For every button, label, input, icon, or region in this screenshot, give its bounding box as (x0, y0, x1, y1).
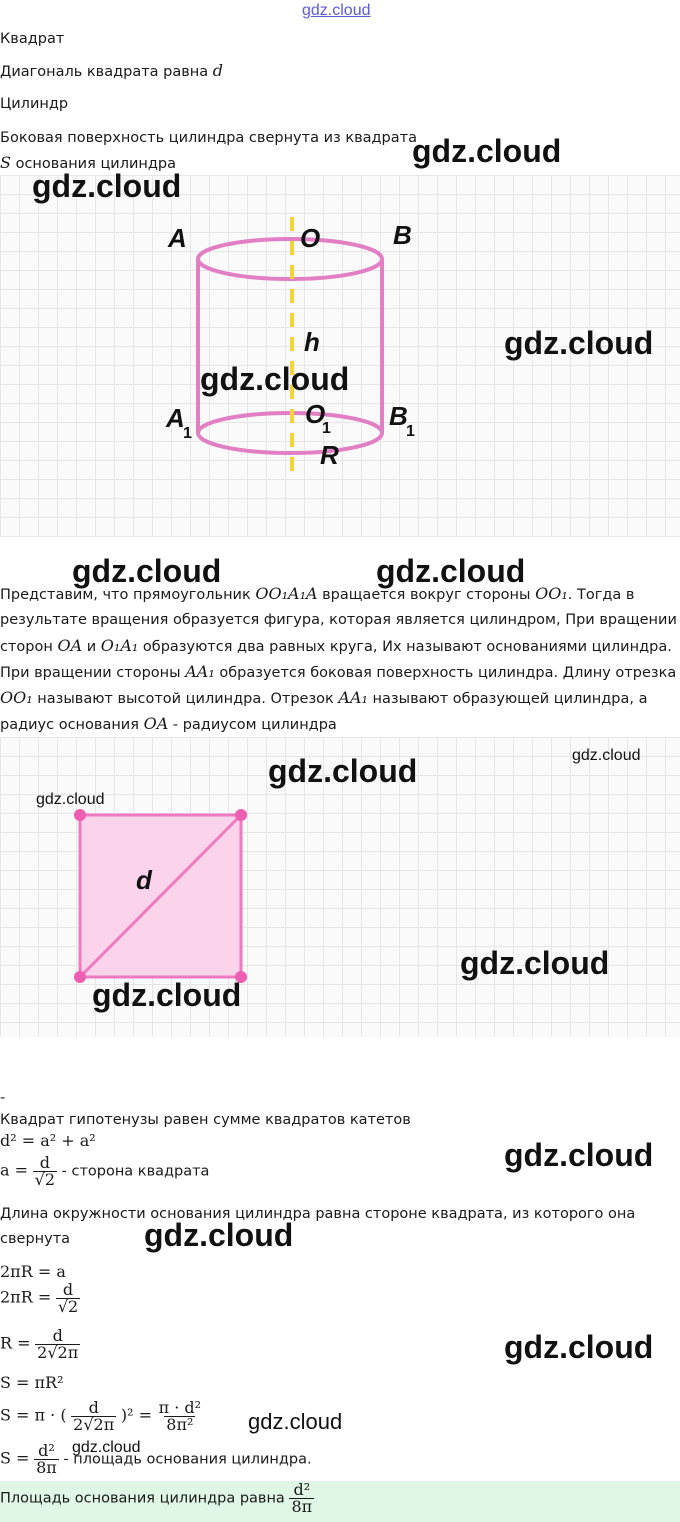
watermark: gdz.cloud (32, 168, 182, 204)
find-var: S (0, 153, 11, 172)
watermark: gdz.cloud (412, 133, 562, 169)
equation-4: 2πR = $\frac{d}{√2}$ (0, 1280, 79, 1316)
watermark: gdz.cloud (144, 1217, 294, 1253)
equation-7: S = π · ( $\frac{d}{2√2\pi}$ )² = $\frac{\text{π · d²}}{\text{8π²}}$ (0, 1398, 202, 1434)
watermark: gdz.cloud (72, 1439, 141, 1456)
sub-B1: 1 (406, 423, 415, 440)
vertex-top-left (74, 809, 86, 821)
watermark: gdz.cloud (572, 747, 641, 764)
square-title: Квадрат (0, 31, 65, 47)
vertex-top-right (235, 809, 247, 821)
equation-8: S = $\frac{\text{d²}}{8\pi}$ - площадь основания цилиндра. (0, 1441, 312, 1477)
answer-line (0, 1482, 314, 1515)
theory-line-2: результате вращения образуется фигура, которая является цилиндром, При вращении (0, 612, 677, 628)
cylinder-title: Цилиндр (0, 96, 69, 112)
label-O1: O (305, 399, 326, 429)
theory-line-4: При вращении стороны AA₁ образуется боковая поверхность цилиндра. Длину отрезка (0, 662, 677, 681)
sub-A1: 1 (183, 425, 192, 442)
sub-O1: 1 (322, 420, 331, 437)
theory-line-6: радиус основания OA - радиусом цилиндра (0, 714, 337, 733)
watermark: gdz.cloud (200, 361, 350, 397)
label-h: h (304, 327, 320, 357)
diagonal-text: Диагональ квадрата равна (0, 64, 209, 80)
watermark: gdz.cloud (376, 553, 526, 589)
diagonal-var: d (212, 61, 224, 80)
equation-2: a = $\frac{d}{√2}$ - сторона квадрата (0, 1153, 210, 1189)
theory-line-1: Представим, что прямоугольник OO₁A₁A вращается вокруг стороны OO₁. Тогда в (0, 584, 635, 603)
label-B1: B (389, 401, 408, 431)
label-A: A (168, 223, 187, 253)
label-B: B (393, 220, 412, 250)
watermark: gdz.cloud (504, 1137, 654, 1173)
label-d: d (136, 865, 152, 895)
theory-line-3: сторон OA и O₁A₁ образуются два равных круга, Их называют основаниями цилиндра. (0, 636, 672, 655)
watermark: gdz.cloud (504, 325, 654, 361)
watermark: gdz.cloud (248, 1409, 343, 1434)
equation-5: R = $\frac{d}{2√2\pi}$ (0, 1326, 79, 1362)
equation-3: 2πR = a (0, 1262, 66, 1281)
label-A1: A (166, 403, 185, 433)
watermark: gdz.cloud (460, 945, 610, 981)
watermark: gdz.cloud (268, 753, 418, 789)
pythagoras-text: Квадрат гипотенузы равен сумме квадратов катетов (0, 1112, 411, 1128)
diagonal-line (0, 61, 223, 82)
circumference-text-1: Длина окружности основания цилиндра равна стороне квадрата, из которого она (0, 1206, 636, 1222)
find-text: основания цилиндра (15, 156, 177, 172)
label-R: R (320, 440, 339, 470)
circumference-text-2: свернута (0, 1231, 71, 1247)
watermark: gdz.cloud (504, 1329, 654, 1365)
watermark: gdz.cloud (72, 553, 222, 589)
answer-fraction: $\frac{\text{d²}}{8\pi}$ (291, 1480, 313, 1516)
vertex-bottom-left (74, 971, 86, 983)
equation-6: S = πR² (0, 1373, 64, 1392)
lateral-text: Боковая поверхность цилиндра свернута из квадрата (0, 130, 417, 146)
site-link[interactable]: gdz.cloud (302, 2, 371, 19)
theory-line-5: OO₁ называют высотой цилиндра. Отрезок AA₁ называют образующей цилиндра, а (0, 688, 648, 707)
solution-dash: - (0, 1090, 6, 1106)
watermark: gdz.cloud (36, 791, 105, 808)
answer-text: Площадь основания цилиндра равна (0, 1490, 285, 1507)
equation-1: d² = a² + a² (0, 1131, 96, 1150)
label-O: O (300, 223, 321, 253)
watermark: gdz.cloud (92, 977, 242, 1013)
